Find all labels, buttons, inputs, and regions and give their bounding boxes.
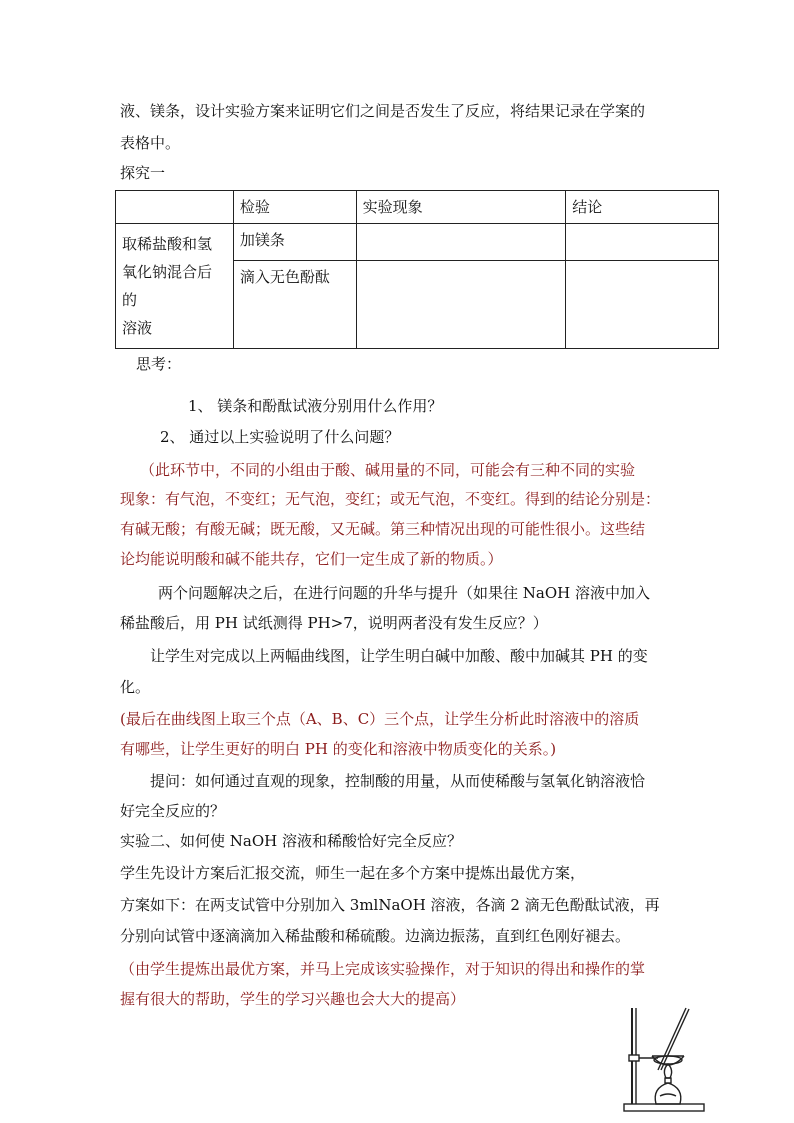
- table-row: [116, 224, 719, 261]
- thinking-label: 思考：: [136, 355, 182, 373]
- test-cell: 滴入无色酚酞: [233, 261, 356, 349]
- table-header-row: [116, 191, 719, 224]
- paragraph-line: 学生先设计方案后汇报交流，师生一起在多个方案中提炼出最优方案，: [120, 864, 586, 882]
- phenomenon-cell: [356, 224, 566, 261]
- paragraph-line: 让学生对完成以上两幅曲线图，让学生明白碱中加酸、酸中加碱其 PH 的变: [150, 647, 648, 665]
- paragraph-line: 稀盐酸后，用 PH 试纸测得 PH>7，说明两者没有发生反应？）: [120, 614, 548, 632]
- question-1: 1、 镁条和酚酞试液分别用什么作用？: [188, 397, 443, 415]
- note-line: 握有很大的帮助，学生的学习兴趣也会大大的提高）: [120, 990, 466, 1008]
- table-header-cell: 检验: [233, 191, 356, 224]
- conclusion-cell: [566, 261, 719, 349]
- question-2: 2、 通过以上实验说明了什么问题？: [160, 428, 400, 446]
- note-line: 有哪些，让学生更好的明白 PH 的变化和溶液中物质变化的关系。): [120, 740, 557, 758]
- table-header-cell: 实验现象: [356, 191, 566, 224]
- table-header-cell: 结论: [566, 191, 719, 224]
- row-label-cell: [116, 224, 234, 349]
- note-line: (最后在曲线图上取三个点（A、B、C）三个点，让学生分析此时溶液中的溶质: [120, 710, 640, 728]
- row-label-line: 溶液: [122, 319, 153, 337]
- note-line: （由学生提炼出最优方案，并马上完成该实验操作，对于知识的得出和操作的掌: [120, 960, 646, 978]
- section-title: 探究一: [120, 164, 166, 182]
- experiment-2-title: 实验二、如何使 NaOH 溶液和稀酸恰好完全反应？: [120, 832, 462, 850]
- note-line: 现象：有气泡，不变红；无气泡，变红；或无气泡，不变红。得到的结论分别是：: [120, 490, 661, 508]
- paragraph-line: 提问：如何通过直观的现象，控制酸的用量，从而使稀酸与氢氧化钠溶液恰: [150, 772, 646, 790]
- row-label-line: 的: [122, 291, 138, 309]
- conclusion-cell: [566, 224, 719, 261]
- plan-line: 方案如下：在两支试管中分别加入 3mlNaOH 溶液，各滴 2 滴无色酚酞试液，再: [120, 896, 660, 914]
- note-line: 论均能说明酸和碱不能共存，它们一定生成了新的物质。）: [120, 550, 503, 568]
- note-line: 有碱无酸；有酸无碱；既无酸，又无碱。第三种情况出现的可能性很小。这些结: [120, 520, 646, 538]
- paragraph-line: 好完全反应的？: [120, 802, 226, 820]
- evaporating-dish-on-ring-stand-icon: [618, 1000, 708, 1119]
- table-header-cell: [116, 191, 234, 224]
- intro-line-2: 表格中。: [120, 134, 181, 152]
- note-line: （此环节中，不同的小组由于酸、碱用量的不同，可能会有三种不同的实验: [140, 461, 636, 479]
- row-label-line: 氧化钠混合后: [122, 263, 213, 281]
- paragraph-line: 化。: [120, 678, 151, 696]
- phenomenon-cell: [356, 261, 566, 349]
- plan-line: 分别向试管中逐滴滴加入稀盐酸和稀硫酸。边滴边振荡，直到红色刚好褪去。: [120, 927, 631, 945]
- paragraph-line: 两个问题解决之后，在进行问题的升华与提升（如果往 NaOH 溶液中加入: [158, 584, 650, 602]
- experiment-table: [115, 190, 719, 349]
- intro-line-1: 液、镁条，设计实验方案来证明它们之间是否发生了反应，将结果记录在学案的: [120, 102, 646, 120]
- row-label-line: 取稀盐酸和氢: [122, 235, 213, 253]
- test-cell: 加镁条: [233, 224, 356, 261]
